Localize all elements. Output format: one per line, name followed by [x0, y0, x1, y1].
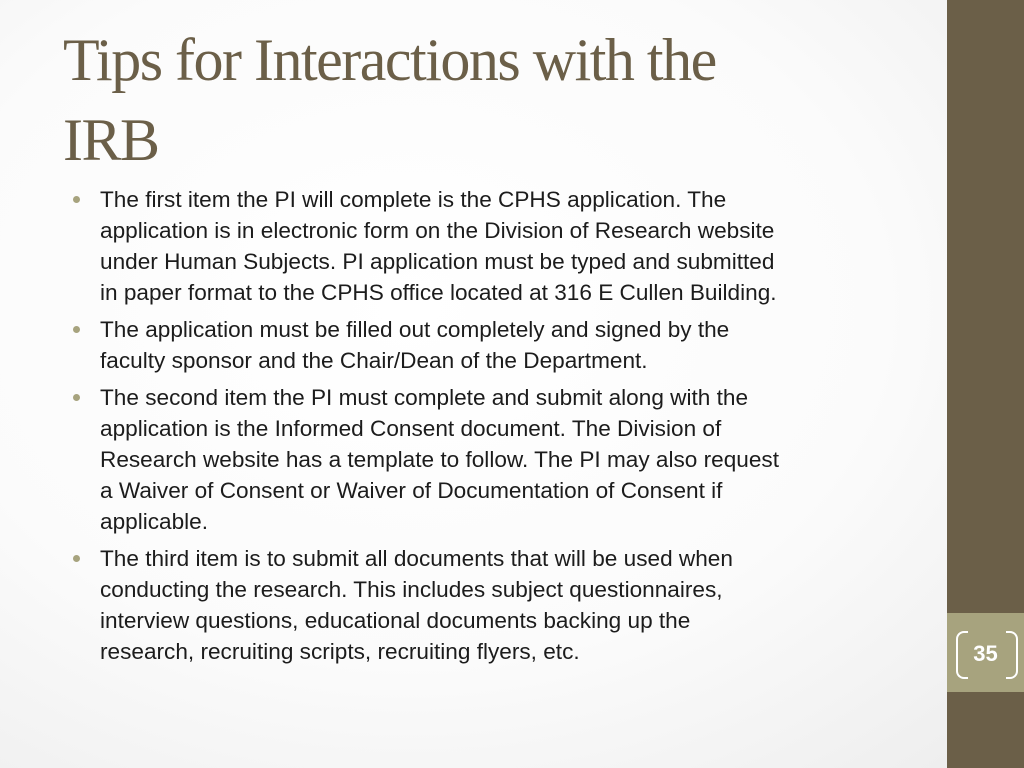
slide-title — [63, 20, 716, 180]
bullet-list — [73, 184, 779, 673]
title-line: IRB — [63, 107, 159, 173]
slide-number: 35 — [973, 641, 998, 666]
bullet-line: The first item the PI will complete is the CPHS application. The — [100, 187, 727, 212]
bullet-item — [73, 382, 779, 537]
bullet-icon — [73, 394, 80, 401]
bullet-item — [73, 184, 779, 308]
bullet-item — [73, 543, 779, 667]
title-line: Tips for Interactions with the — [63, 27, 716, 93]
bullet-line: The application must be filled out completely and signed by the — [100, 317, 730, 342]
bullet-line: under Human Subjects. PI application must be typed and submitted — [100, 249, 775, 274]
bullet-icon — [73, 555, 80, 562]
bullet-line: research, recruiting scripts, recruiting flyers, etc. — [100, 639, 580, 664]
bullet-icon — [73, 196, 80, 203]
slide-number-box — [947, 613, 1024, 692]
bullet-line: conducting the research. This includes subject questionnaires, — [100, 577, 723, 602]
bullet-line: The third item is to submit all documents that will be used when — [100, 546, 733, 571]
bullet-line: faculty sponsor and the Chair/Dean of the Department. — [100, 348, 648, 373]
bullet-line: Research website has a template to follow. The PI may also request — [100, 447, 780, 472]
bullet-line: application is the Informed Consent document. The Division of — [100, 416, 722, 441]
bullet-line: interview questions, educational documents backing up the — [100, 608, 691, 633]
bullet-icon — [73, 326, 80, 333]
bullet-line: The second item the PI must complete and submit along with the — [100, 385, 749, 410]
bullet-line: application is in electronic form on the Division of Research website — [100, 218, 775, 243]
bullet-line: in paper format to the CPHS office located at 316 E Cullen Building. — [100, 280, 777, 305]
bullet-line: a Waiver of Consent or Waiver of Documentation of Consent if — [100, 478, 723, 503]
bullet-line: applicable. — [100, 509, 209, 534]
bullet-item — [73, 314, 779, 376]
